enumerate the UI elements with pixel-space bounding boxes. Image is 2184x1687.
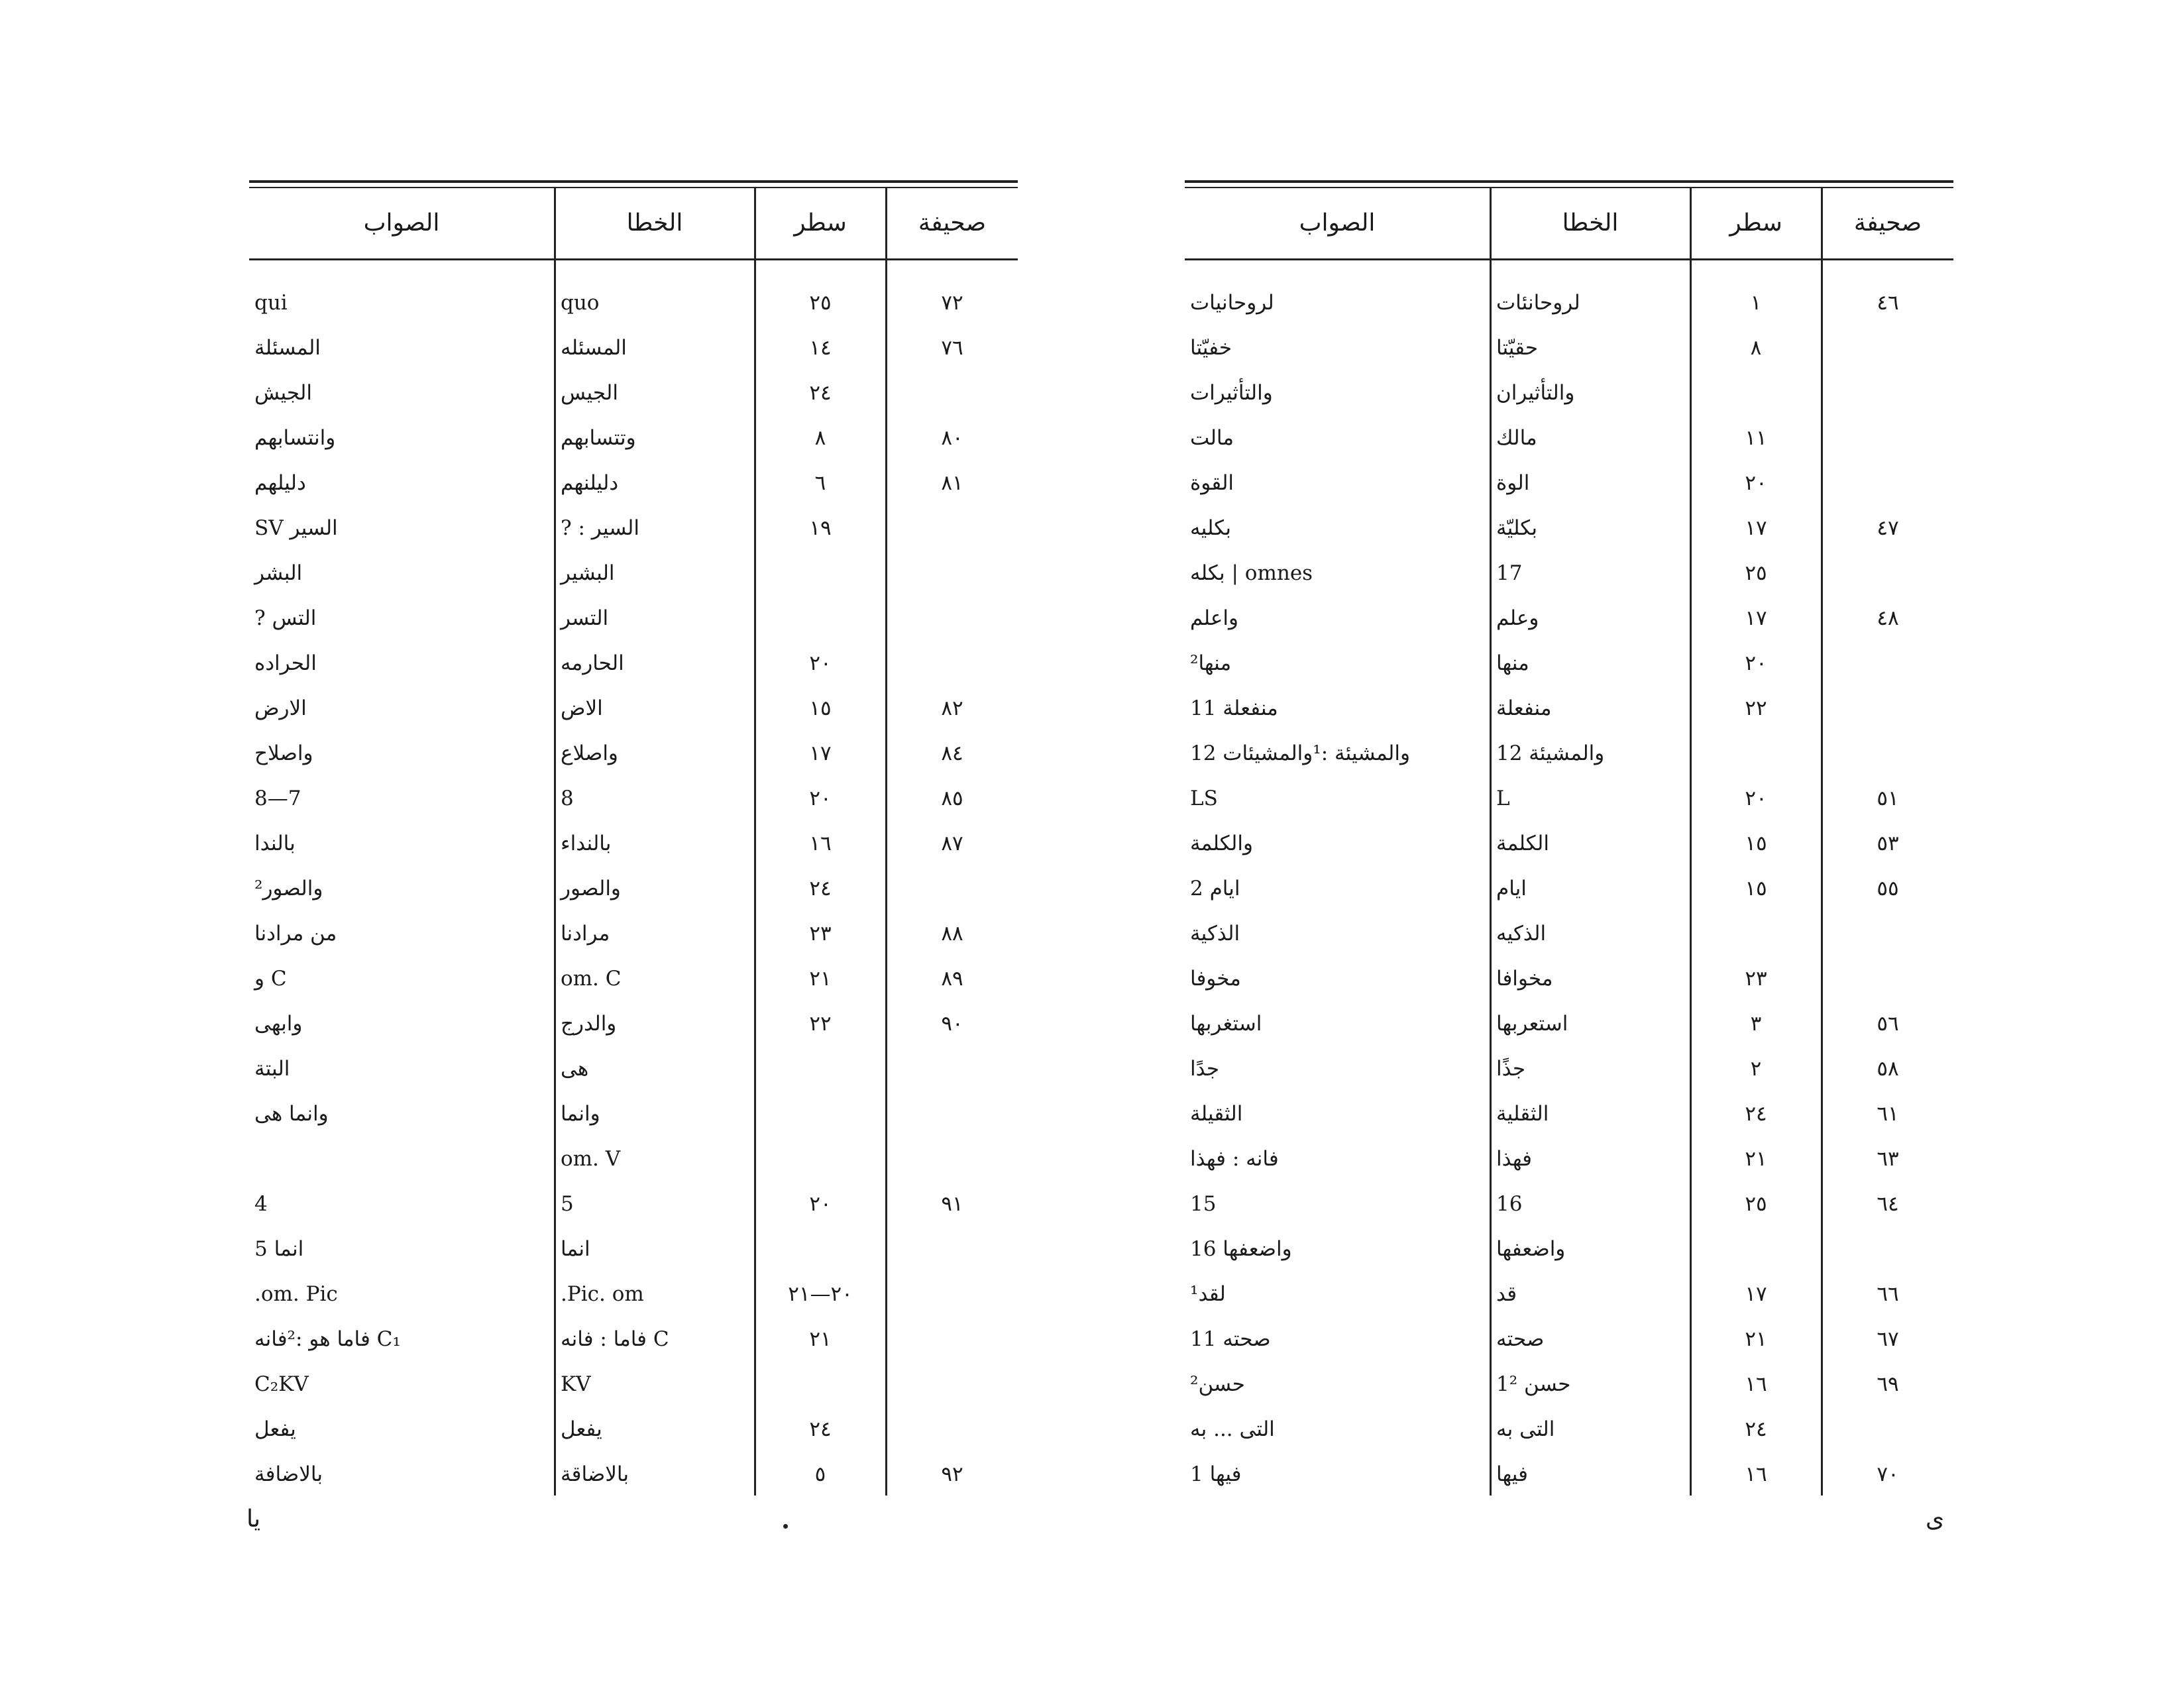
cell-page [1822,641,1953,686]
cell-page: ٨٩ [941,967,963,991]
cell-right: فانه : فهذا [1190,1147,1279,1171]
cell-line: ٢٠—٢١ [788,1282,853,1306]
cell-line: ١٤ [809,336,832,360]
cell-page [1822,731,1953,776]
cell-wrong: انما [561,1237,590,1261]
cell-right: الجيش [254,381,312,405]
cell-page: ٩١ [941,1192,963,1216]
header-wrong: الخطا [1562,209,1619,237]
cell-wrong: ايام [1496,877,1527,900]
cell-page: ٥١ [1877,787,1899,810]
cell-wrong: om. C [561,967,622,991]
table-top-rule [249,180,1018,183]
cell-wrong: 17 [1496,561,1523,585]
header-page: صحيفة [1853,209,1922,237]
cell-line: ١٦ [809,832,832,855]
cell-page [887,506,1018,551]
table-row [1185,1226,1953,1272]
table-row [1185,956,1953,1001]
cell-right: منها² [1190,651,1232,675]
cell-wrong: وعلم [1496,606,1539,630]
table-row [1185,551,1953,596]
table-row [249,866,1018,911]
table-row [249,1317,1018,1362]
cell-right: واضعفها 16 [1190,1237,1292,1261]
cell-right: واعلم [1190,606,1238,630]
cell-line: ٢٢ [809,1012,832,1036]
cell-wrong: 16 [1496,1192,1523,1216]
cell-wrong: لروحانئات [1496,291,1580,315]
cell-right: 7—8 [254,787,301,810]
cell-page [887,370,1018,415]
cell-wrong: والتأثيران [1496,381,1575,405]
cell-right: وانتسابهم [254,426,336,450]
cell-right: واصلاح [254,741,313,765]
cell-wrong: واضعفها [1496,1237,1566,1261]
cell-line: ٢٤ [809,877,832,900]
cell-line: ٢٢ [1745,696,1767,720]
cell-right: الحراده [254,651,317,675]
cell-line [755,1226,885,1272]
table-row [249,911,1018,956]
header-correct: الصواب [363,209,440,237]
cell-page: ٥٥ [1877,877,1899,900]
cell-line: ٢٠ [1745,471,1767,495]
cell-right: انما 5 [254,1237,304,1261]
cell-right: القوة [1190,471,1234,495]
table-row [1185,821,1953,866]
cell-line: ٢٤ [809,381,832,405]
cell-wrong: L [1496,787,1510,810]
cell-wrong: منفعلة [1496,696,1552,720]
table-row [1185,1317,1953,1362]
cell-line: ٨ [814,426,826,450]
cell-right: بالاضافة [254,1462,323,1486]
cell-wrong: الوة [1496,471,1530,495]
table-row [249,1452,1018,1497]
cell-right: فيها 1 [1190,1462,1242,1486]
cell-page [1822,461,1953,506]
cell-line: ٢٤ [1745,1102,1767,1126]
table-row [249,1181,1018,1226]
cell-line [1691,370,1821,415]
table-row [249,686,1018,731]
cell-line [1691,911,1821,956]
cell-page: ٩٠ [941,1012,963,1036]
cell-wrong: om. V [561,1147,621,1171]
cell-right: C و [254,967,287,991]
cell-right: مخوفا [1190,967,1241,991]
cell-wrong: يفعل [561,1417,602,1441]
table-row [249,821,1018,866]
table-row [1185,280,1953,325]
cell-wrong: بالاضاقة [561,1462,629,1486]
table-row [249,506,1018,551]
cell-page: ٤٨ [1877,606,1899,630]
cell-line: ١٧ [1745,516,1767,540]
cell-line: ٢ [1750,1057,1762,1081]
table-row [1185,1452,1953,1497]
cell-right: البشر [254,561,303,585]
cell-wrong: منها [1496,651,1529,675]
cell-line: ٢٣ [1745,967,1767,991]
cell-wrong: مرادنا [561,922,610,946]
cell-right: صحته 11 [1190,1327,1271,1351]
cell-line [755,1091,885,1136]
cell-line: ٢٠ [1745,651,1767,675]
cell-page: ٨٧ [941,832,963,855]
cell-line: ٢٤ [809,1417,832,1441]
cell-page: ٥٨ [1877,1057,1899,1081]
cell-line: ٢١ [1745,1147,1767,1171]
cell-right: والكلمة [1190,832,1253,855]
cell-line [755,551,885,596]
cell-page [887,1136,1018,1181]
cell-right: الذكية [1190,922,1240,946]
header-page: صحيفة [918,209,987,237]
cell-wrong: C فاما : فانه [561,1327,669,1351]
cell-right: qui [254,291,288,315]
table-row [249,1136,1018,1181]
cell-right: LS [1190,787,1218,810]
cell-line: ١١ [1745,426,1767,450]
table-row [1185,370,1953,415]
cell-right: omnes | بكله [1190,561,1313,585]
cell-right: يفعل [254,1417,296,1441]
table-row [1185,1272,1953,1317]
cell-wrong: quo [561,291,600,315]
cell-page: ٦٦ [1877,1282,1899,1306]
cell-right: التى ... به [1190,1417,1275,1441]
cell-right: لقد¹ [1190,1282,1226,1306]
table-body [1185,260,1953,1496]
table-header [1185,188,1953,260]
cell-page [887,866,1018,911]
table-row [1185,1046,1953,1091]
table-row [249,370,1018,415]
table-row [249,776,1018,821]
table-row [249,280,1018,325]
cell-line: ١٩ [809,516,832,540]
cell-wrong: فيها [1496,1462,1528,1486]
cell-wrong: فهذا [1496,1147,1532,1171]
cell-line: ٣ [1750,1012,1762,1036]
cell-wrong: الذكيه [1496,922,1547,946]
page-number-right: ى [1926,1505,1945,1533]
table-row [1185,1362,1953,1407]
cell-line: ٥ [814,1462,826,1486]
cell-right: C₁ فاما هو :²فانه [254,1327,401,1351]
header-correct: الصواب [1299,209,1376,237]
cell-wrong: واصلاع [561,741,618,765]
cell-line: ٢١ [1745,1327,1767,1351]
cell-page [887,596,1018,641]
cell-right: om. Pic. [254,1282,338,1306]
cell-line: ١٧ [1745,606,1767,630]
cell-wrong: والمشيئة 12 [1496,741,1605,765]
table-row [249,551,1018,596]
cell-line: ٦ [814,471,826,495]
cell-right: من مرادنا [254,922,337,946]
cell-page [1822,1226,1953,1272]
cell-page [1822,415,1953,461]
cell-wrong: الثقلية [1496,1102,1549,1126]
cell-right: 4 [254,1192,268,1216]
cell-wrong: السير : ? [561,516,639,540]
cell-wrong: والدرج [561,1012,617,1036]
table-row [249,1226,1018,1272]
cell-page: ٨٤ [941,741,963,765]
cell-line: ١٥ [1745,832,1767,855]
cell-right: البتة [254,1057,290,1081]
cell-page: ٦٩ [1877,1372,1899,1396]
cell-wrong: مخوافا [1496,967,1553,991]
cell-line: ٨ [1750,336,1762,360]
cell-wrong: البشير [561,561,615,585]
cell-wrong: مالك [1496,426,1537,450]
table-row [249,1091,1018,1136]
cell-page: ٧٦ [941,336,963,360]
cell-wrong: الاض [561,696,603,720]
header-line: سطر [1729,209,1782,237]
cell-wrong: 8 [561,787,574,810]
cell-page [1822,325,1953,370]
cell-page [887,1272,1018,1317]
cell-page [887,641,1018,686]
cell-right: المسئلة [254,336,321,360]
cell-page [887,1046,1018,1091]
table-row [1185,776,1953,821]
cell-line: ٢٤ [1745,1417,1767,1441]
table-row [1185,461,1953,506]
cell-right [249,1136,553,1181]
cell-page: ٧٠ [1877,1462,1899,1486]
cell-line [1691,1226,1821,1272]
page-number-left: يا [246,1505,260,1533]
cell-right: استغربها [1190,1012,1262,1036]
cell-page [1822,1407,1953,1452]
cell-page: ٨١ [941,471,963,495]
cell-line [755,596,885,641]
cell-wrong: وتتسابهم [561,426,636,450]
table-row [249,1272,1018,1317]
cell-page: ٨٨ [941,922,963,946]
cell-right: التس ? [254,606,317,630]
table-row [249,731,1018,776]
table-row [1185,641,1953,686]
cell-line: ٢٥ [1745,561,1767,585]
cell-line: ٢٠ [809,651,832,675]
cell-wrong: والصور [561,877,621,900]
cell-right: ايام 2 [1190,877,1240,900]
cell-page: ٦١ [1877,1102,1899,1126]
cell-right: حسن² [1190,1372,1245,1396]
cell-page: ٨٢ [941,696,963,720]
table-row [1185,686,1953,731]
table-row [249,596,1018,641]
table-row [249,1362,1018,1407]
cell-right: الارض [254,696,307,720]
cell-wrong: الحارمه [561,651,624,675]
cell-right: والتأثيرات [1190,381,1273,405]
cell-right: والمشيئة :¹والمشيئات 12 [1190,741,1410,765]
cell-page: ٩٢ [941,1462,963,1486]
cell-right: منفعلة 11 [1190,696,1278,720]
cell-line: ٢١ [809,1327,832,1351]
cell-right: والصور² [254,877,323,900]
cell-right: جدًا [1190,1057,1220,1081]
cell-page: ٤٧ [1877,516,1899,540]
cell-wrong: الجيس [561,381,618,405]
table-row [1185,1407,1953,1452]
cell-line: ١٦ [1745,1462,1767,1486]
table-row [249,415,1018,461]
cell-page: ٨٥ [941,787,963,810]
table-row [249,956,1018,1001]
cell-line [755,1362,885,1407]
cell-right: الثقيلة [1190,1102,1243,1126]
stray-dot [783,1524,788,1529]
cell-line [1691,731,1821,776]
cell-line: ٢١ [809,967,832,991]
cell-wrong: قد [1496,1282,1517,1306]
cell-page [1822,686,1953,731]
table-header [249,188,1018,260]
table-row [249,1407,1018,1452]
cell-wrong: KV [561,1372,591,1396]
cell-page [887,1407,1018,1452]
cell-right: بالندا [254,832,296,855]
cell-right: وانما هى [254,1102,329,1126]
cell-wrong: حقيّتا [1496,336,1538,360]
cell-wrong: بالنداء [561,832,612,855]
cell-page: ٦٧ [1877,1327,1899,1351]
table-row [249,1046,1018,1091]
cell-line: ١٧ [809,741,832,765]
cell-wrong: التى به [1496,1417,1555,1441]
cell-right: C₂KV [254,1372,309,1396]
cell-page [1822,551,1953,596]
cell-wrong: جذًا [1496,1057,1526,1081]
cell-right: دليلهم [254,471,306,495]
cell-line: ١٥ [1745,877,1767,900]
cell-line: ١٥ [809,696,832,720]
cell-page [887,551,1018,596]
cell-wrong: بكليّة [1496,516,1537,540]
cell-wrong: المسئله [561,336,627,360]
cell-wrong: Pic. om. [561,1282,644,1306]
cell-right: وابهى [254,1012,303,1036]
cell-line: ٢٥ [1745,1192,1767,1216]
cell-wrong: حسن 1² [1496,1372,1571,1396]
header-line: سطر [794,209,847,237]
cell-right: خفيّتا [1190,336,1232,360]
cell-page [887,1091,1018,1136]
cell-page [1822,911,1953,956]
header-wrong: الخطا [626,209,683,237]
cell-page [887,1362,1018,1407]
cell-wrong: استعربها [1496,1012,1568,1036]
table-row [1185,325,1953,370]
errata-table-left [249,180,1018,1496]
table-row [1185,1136,1953,1181]
table-row [1185,415,1953,461]
cell-page [887,1317,1018,1362]
table-row [249,641,1018,686]
cell-wrong: دليلنهم [561,471,619,495]
cell-line: ٢٠ [809,1192,832,1216]
cell-page: ٤٦ [1877,291,1899,315]
table-row [1185,596,1953,641]
cell-line: ٢٠ [1745,787,1767,810]
table-row [1185,731,1953,776]
cell-wrong: صحته [1496,1327,1545,1351]
cell-line [755,1046,885,1091]
cell-page: ٥٦ [1877,1012,1899,1036]
table-body [249,260,1018,1496]
cell-line: ١٧ [1745,1282,1767,1306]
cell-right: 15 [1190,1192,1217,1216]
cell-right: السير SV [254,516,338,540]
cell-page: ٦٤ [1877,1192,1899,1216]
cell-wrong: 5 [561,1192,574,1216]
table-row [1185,866,1953,911]
cell-page [1822,370,1953,415]
cell-page [887,1226,1018,1272]
cell-right: لروحانيات [1190,291,1274,315]
table-row [249,1001,1018,1046]
table-top-rule [1185,180,1953,183]
table-row [1185,506,1953,551]
table-row [249,461,1018,506]
cell-wrong: هى [561,1057,589,1081]
table-row [1185,1091,1953,1136]
cell-line: ٢٣ [809,922,832,946]
table-row [1185,1181,1953,1226]
cell-line: ٢٥ [809,291,832,315]
cell-page: ٨٠ [941,426,963,450]
cell-wrong: وانما [561,1102,600,1126]
cell-wrong: التسر [561,606,609,630]
table-row [1185,1001,1953,1046]
cell-line: ٢٠ [809,787,832,810]
cell-page: ٥٣ [1877,832,1899,855]
cell-line: ١ [1750,291,1762,315]
cell-page [1822,956,1953,1001]
cell-line: ١٦ [1745,1372,1767,1396]
cell-right: مالت [1190,426,1234,450]
cell-wrong: الكلمة [1496,832,1549,855]
cell-right: بكليه [1190,516,1231,540]
table-row [249,325,1018,370]
cell-page: ٦٣ [1877,1147,1899,1171]
cell-line [755,1136,885,1181]
errata-table-right [1185,180,1953,1496]
cell-page: ٧٢ [941,291,963,315]
table-row [1185,911,1953,956]
